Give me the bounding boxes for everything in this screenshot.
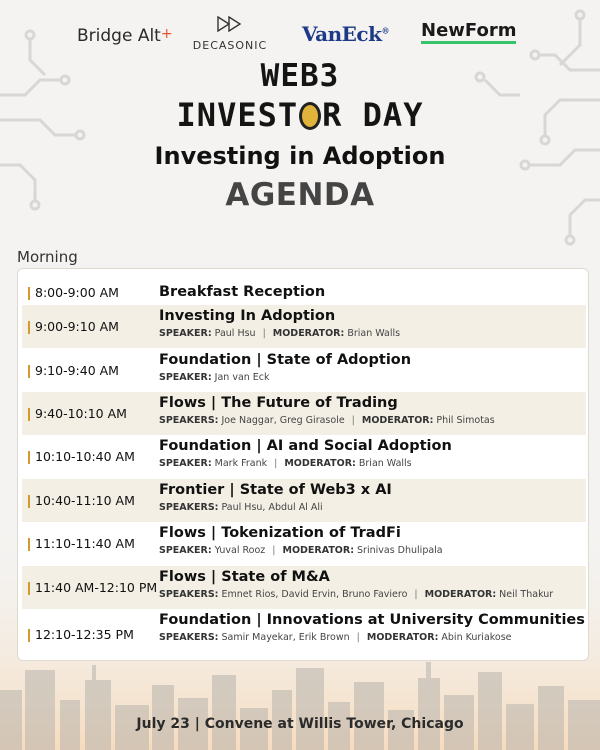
agenda-people xyxy=(159,589,553,600)
person-names: Emnet Rios, David Ervin, Bruno Faviero xyxy=(221,589,408,600)
separator: | xyxy=(272,545,276,556)
person-names: Srinivas Dhulipala xyxy=(357,545,443,556)
agenda-title: Breakfast Reception xyxy=(159,284,326,300)
agenda-time: 11:10-11:40 AM xyxy=(35,536,135,551)
agenda-row xyxy=(22,609,586,661)
agenda-time: 9:10-9:40 AM xyxy=(35,363,119,378)
decasonic-logo: DECASONIC xyxy=(190,16,270,53)
role-label: SPEAKER: xyxy=(159,328,212,339)
city-skyline-image xyxy=(0,660,600,750)
agenda-people xyxy=(159,415,495,426)
agenda-title: Flows | Tokenization of TradFi xyxy=(159,525,401,541)
person-names: Abin Kuriakose xyxy=(441,632,512,643)
time-accent-bar xyxy=(28,582,30,595)
coin-icon xyxy=(299,102,321,130)
agenda-row xyxy=(22,435,586,479)
bridge-alt-logo: Bridge Alt+ xyxy=(77,26,173,46)
person-names: Neil Thakur xyxy=(499,589,554,600)
agenda-people xyxy=(159,545,443,556)
agenda-row xyxy=(22,522,586,566)
role-label: MODERATOR: xyxy=(272,328,345,339)
sponsor-logos xyxy=(0,16,600,56)
agenda-time: 10:40-11:10 AM xyxy=(35,493,135,508)
agenda-time: 12:10-12:35 PM xyxy=(35,627,134,642)
role-label: SPEAKERS: xyxy=(159,502,219,513)
agenda-people xyxy=(159,372,270,383)
agenda-row xyxy=(22,392,586,435)
agenda-people xyxy=(159,458,412,469)
time-accent-bar xyxy=(28,408,30,421)
agenda-row xyxy=(22,349,586,392)
agenda-title: Foundation | AI and Social Adoption xyxy=(159,438,452,454)
role-label: SPEAKERS: xyxy=(159,632,219,643)
agenda-people xyxy=(159,632,512,643)
time-accent-bar xyxy=(28,495,30,508)
agenda-heading: AGENDA xyxy=(225,177,375,213)
role-label: MODERATOR: xyxy=(284,458,356,469)
person-names: Brian Walls xyxy=(358,458,412,469)
time-accent-bar xyxy=(28,538,30,551)
person-names: Phil Simotas xyxy=(436,415,495,426)
session-label: Morning xyxy=(17,248,78,266)
agenda-title: Foundation | State of Adoption xyxy=(159,352,412,368)
agenda-row xyxy=(22,281,586,305)
agenda-row xyxy=(22,305,586,348)
vaneck-logo: VanEck® xyxy=(302,22,389,46)
agenda-time: 11:40 AM-12:10 PM xyxy=(35,580,158,595)
fast-forward-icon xyxy=(215,16,245,32)
role-label: MODERATOR: xyxy=(366,632,439,643)
separator: | xyxy=(356,632,360,643)
role-label: SPEAKERS: xyxy=(159,415,219,426)
person-names: Yuval Rooz xyxy=(214,545,266,556)
agenda-time: 9:40-10:10 AM xyxy=(35,406,127,421)
person-names: Mark Frank xyxy=(214,458,268,469)
agenda-people xyxy=(159,328,400,339)
separator: | xyxy=(274,458,278,469)
newform-logo: NewForm xyxy=(421,22,516,44)
agenda-people xyxy=(159,502,323,513)
role-label: MODERATOR: xyxy=(361,415,434,426)
time-accent-bar xyxy=(28,287,30,300)
time-accent-bar xyxy=(28,365,30,378)
time-accent-bar xyxy=(28,321,30,334)
agenda-title: Investing In Adoption xyxy=(159,308,336,324)
agenda-time: 10:10-10:40 AM xyxy=(35,449,135,464)
agenda-row xyxy=(22,479,586,522)
event-footer: July 23 | Convene at Willis Tower, Chicago xyxy=(136,716,464,732)
time-accent-bar xyxy=(28,629,30,642)
role-label: MODERATOR: xyxy=(282,545,354,556)
person-names: Paul Hsu xyxy=(214,328,256,339)
person-names: Joe Naggar, Greg Girasole xyxy=(221,415,345,426)
time-accent-bar xyxy=(28,451,30,464)
agenda-title: Flows | The Future of Trading xyxy=(159,395,398,411)
agenda-time: 8:00-9:00 AM xyxy=(35,285,119,300)
role-label: MODERATOR: xyxy=(424,589,497,600)
agenda-table xyxy=(17,268,589,661)
event-title-line2: INVEST R DAY xyxy=(176,96,424,134)
separator: | xyxy=(351,415,355,426)
event-subtitle: Investing in Adoption xyxy=(154,142,446,170)
person-names: Samir Mayekar, Erik Brown xyxy=(221,632,350,643)
agenda-time: 9:00-9:10 AM xyxy=(35,319,119,334)
event-title-line1: WEB3 xyxy=(260,58,340,94)
agenda-row xyxy=(22,566,586,609)
separator: | xyxy=(414,589,418,600)
agenda-title: Foundation | Innovations at University Communities xyxy=(159,612,585,628)
role-label: SPEAKERS: xyxy=(159,589,219,600)
person-names: Paul Hsu, Abdul Al Ali xyxy=(221,502,323,513)
role-label: SPEAKER: xyxy=(159,458,212,469)
person-names: Brian Walls xyxy=(347,328,401,339)
agenda-title: Frontier | State of Web3 x AI xyxy=(159,482,392,498)
agenda-title: Flows | State of M&A xyxy=(159,569,330,585)
separator: | xyxy=(262,328,266,339)
role-label: SPEAKER: xyxy=(159,372,212,383)
person-names: Jan van Eck xyxy=(214,372,270,383)
role-label: SPEAKER: xyxy=(159,545,212,556)
